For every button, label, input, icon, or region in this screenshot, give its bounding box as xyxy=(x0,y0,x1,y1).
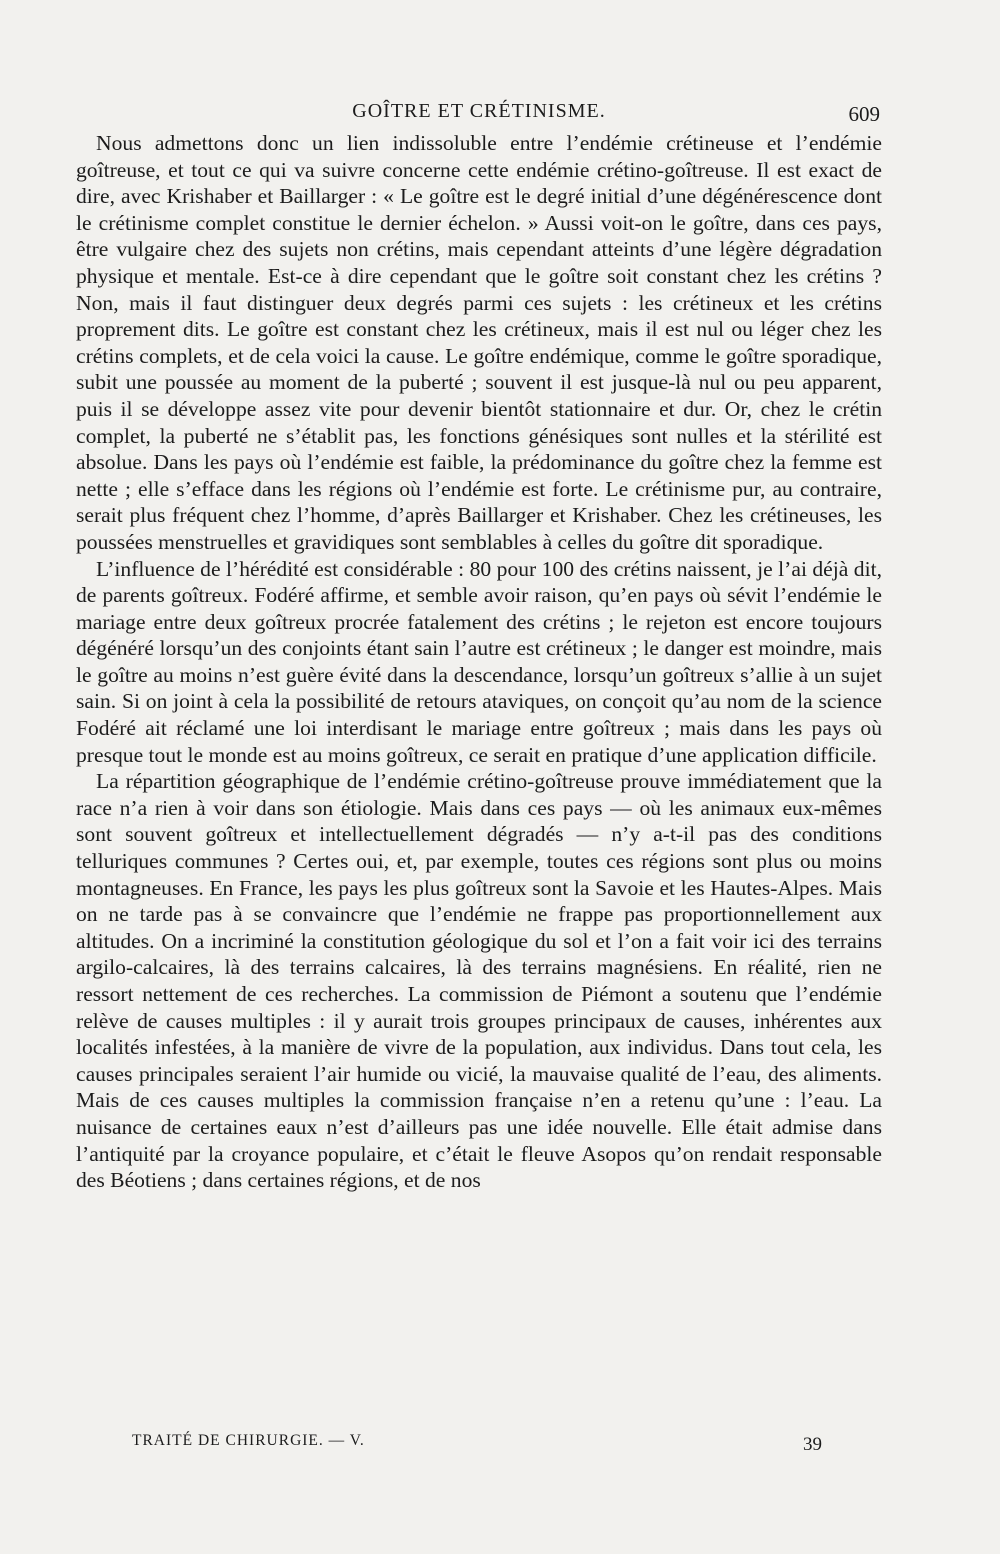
paragraph: Nous admettons donc un lien indissoluble entre l’endémie crétineuse et l’endémie goîtreuse, et tout ce qui va suivre concerne cette endémie crétino-goîtreuse. Il est exact de dire, avec Krishaber et Baillarger : « Le goître est le degré initial d’une dégénérescence dont le crétinisme complet constitue le dernier échelon. » Aussi voit-on le goître, dans ces pays, être vulgaire chez des sujets non crétins, mais cependant atteints d’une légère dégradation physique et mentale. Est-ce à dire cependant que le goître soit constant chez les crétins ? Non, mais il faut distinguer deux degrés parmi ces sujets : les crétineux et les crétins proprement dits. Le goître est constant chez les crétineux, mais il est nul ou léger chez les crétins complets, et de cela voici la cause. Le goître endémique, comme le goître sporadique, subit une poussée au moment de la puberté ; souvent il est jusque-là nul ou peu apparent, puis il se développe assez vite pour devenir bientôt stationnaire et dur. Or, chez le crétin complet, la puberté ne s’établit pas, les fonctions génésiques sont nulles et la stérilité est absolue. Dans les pays où l’endémie est faible, la prédominance du goître chez la femme est nette ; elle s’efface dans les régions où l’endémie est forte. Le crétinisme pur, au contraire, serait plus fréquent chez l’homme, d’après Baillarger et Krishaber. Chez les crétineuses, les poussées menstruelles et gravidiques sont semblables à celles du goître dit sporadique. xyxy=(76,131,882,554)
page-number: 609 xyxy=(848,102,880,126)
running-title: GOÎTRE ET CRÉTINISME. xyxy=(352,100,606,122)
body-text xyxy=(76,130,882,1194)
page-footer xyxy=(132,1432,822,1462)
page-header xyxy=(78,100,880,132)
signature-mark: 39 xyxy=(803,1434,822,1455)
book-title: TRAITÉ DE CHIRURGIE. — V. xyxy=(132,1432,365,1449)
paragraph: La répartition géographique de l’endémie crétino-goîtreuse prouve immédiatement que la race n’a rien à voir dans son étiologie. Mais dans ces pays — où les animaux eux-mêmes sont souvent goîtreux et intellectuellement dégradés — n’y a-t-il pas des conditions telluriques communes ? Certes oui, et, par exemple, toutes ces régions sont plus ou moins montagneuses. En France, les pays les plus goîtreux sont la Savoie et les Hautes-Alpes. Mais on ne tarde pas à se convaincre que l’endémie ne frappe pas proportionnellement aux altitudes. On a incriminé la constitution géologique du sol et l’on a fait voir ici des terrains argilo-calcaires, là des terrains calcaires, là des terrains magnésiens. En réalité, rien ne ressort nettement de ces recherches. La commission de Piémont a soutenu que l’endémie relève de causes multiples : il y aurait trois groupes principaux de causes, inhérentes aux localités infestées, à la manière de vivre de la population, aux individus. Dans tout cela, les causes principales seraient l’air humide ou vicié, la mauvaise qualité de l’eau, des aliments. Mais de ces causes multiples la commission française n’en a retenu qu’une : l’eau. La nuisance de certaines eaux n’est d’ailleurs pas une idée nouvelle. Elle était admise dans l’antiquité par la croyance populaire, et c’était le fleuve Asopos qu’on rendait responsable des Béotiens ; dans certaines régions, et de nos xyxy=(76,769,882,1193)
paragraph: L’influence de l’hérédité est considérable : 80 pour 100 des crétins naissent, je l’ai déjà dit, de parents goîtreux. Fodéré affirme, et semble avoir raison, qu’en pays où sévit l’endémie le mariage entre deux goîtreux procrée fatalement des crétins ; le rejeton est encore toujours dégénéré lorsqu’un des conjoints étant sain l’autre est crétineux ; le danger est moindre, mais le goître au moins n’est guère évité dans la descendance, lorsqu’un goîtreux s’allie à un sujet sain. Si on joint à cela la possibilité de retours ataviques, on conçoit qu’au nom de la science Fodéré ait réclamé une loi interdisant le mariage entre goîtreux ; mais dans les pays où presque tout le monde est au moins goîtreux, ce serait en pratique d’une application difficile. xyxy=(76,556,882,767)
